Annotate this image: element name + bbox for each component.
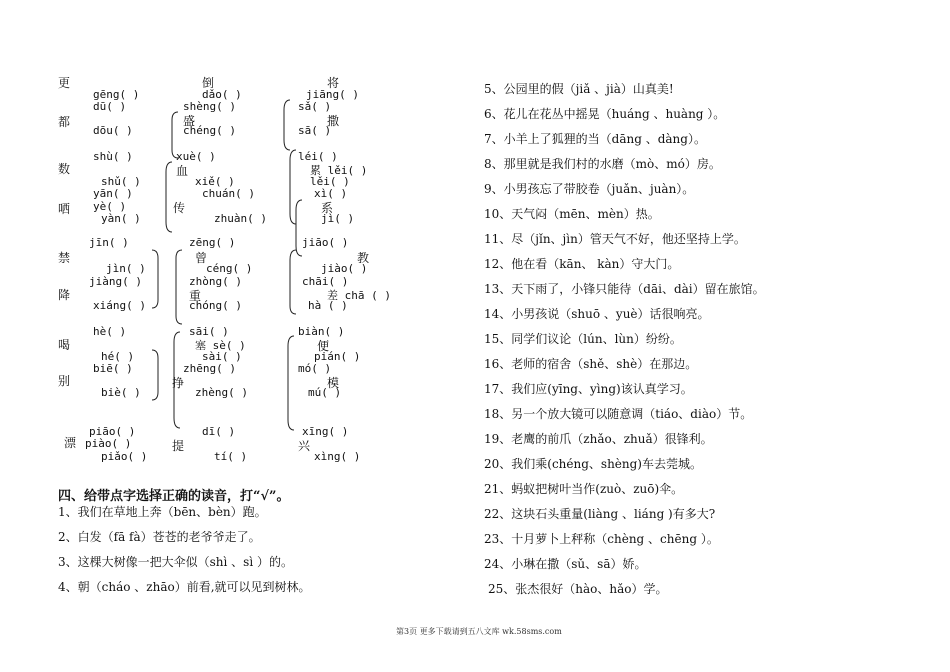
page-footer: 第3页 更多下载请到五八文库 wk.58sms.com [396, 627, 562, 636]
pinyin-option: xiáng( ) [93, 299, 146, 312]
section-title: 四、给带点字选择正确的读音，打“√”。 [58, 489, 290, 504]
pinyin-option: jì( ) [321, 212, 355, 225]
exercise-item: 21、蚂蚁把树叶当作(zuò、zuō)伞。 [484, 482, 684, 496]
polyphone-char: 提 [172, 439, 185, 453]
exercise-item: 3、这棵大树像一把大伞似（shì 、sì ）的。 [58, 555, 293, 569]
pinyin-option: 累 lěi( ) [310, 164, 368, 177]
polyphone-char: 曾 [195, 251, 208, 265]
pinyin-option: pián( ) [314, 350, 361, 363]
polyphone-char: 模 [327, 376, 340, 390]
row-label: 别 [58, 374, 71, 388]
exercise-item: 19、老鹰的前爪（zhǎo、zhuǎ）很锋利。 [484, 432, 713, 446]
pinyin-option: jìn( ) [106, 262, 146, 275]
polyphone-char: 重 [189, 289, 202, 303]
pinyin-option: sài( ) [202, 350, 242, 363]
pinyin-option: dǎo( ) [202, 88, 242, 101]
pinyin-option: léi( ) [298, 150, 338, 163]
pinyin-option: gēng( ) [93, 88, 140, 101]
exercise-item: 4、朝（cháo 、zhāo）前看,就可以见到树林。 [58, 580, 311, 594]
pinyin-option: dū( ) [93, 100, 127, 113]
pinyin-option: piāo( ) [89, 425, 136, 438]
brace-line [288, 336, 294, 430]
exercise-item: 7、小羊上了狐狸的当（dāng 、dàng）。 [484, 132, 706, 146]
brace-line [174, 332, 180, 428]
pinyin-option: 塞 sè( ) [195, 339, 246, 352]
pinyin-option: xīng( ) [302, 425, 349, 438]
row-label: 禁 [58, 251, 71, 265]
exercise-item: 16、老师的宿舍（shě、shè）在那边。 [484, 357, 698, 371]
exercise-item: 8、那里就是我们村的水磨（mò、mó）房。 [484, 157, 721, 171]
pinyin-option: piào( ) [85, 437, 132, 450]
pinyin-option: hà ( ) [308, 299, 348, 312]
exercise-item: 17、我们应(yīng、yìng)该认真学习。 [484, 382, 693, 396]
pinyin-option: chāi( ) [302, 275, 349, 288]
pinyin-option: yè( ) [93, 200, 127, 213]
polyphone-char: 倒 [202, 76, 215, 90]
brace-line [152, 350, 158, 400]
pinyin-option: mú( ) [308, 386, 342, 399]
exercise-item: 2、白发（fā fà）苍苍的老爷爷走了。 [58, 530, 261, 544]
pinyin-option: yān( ) [93, 187, 133, 200]
pinyin-option: sǎ( ) [298, 100, 332, 113]
exercise-item: 24、小琳在撒（sǔ、sā）娇。 [484, 557, 647, 571]
exercise-item: 1、我们在草地上奔（bēn、bèn）跑。 [58, 505, 267, 519]
pinyin-option: jiào( ) [321, 262, 368, 275]
pinyin-option: piǎo( ) [101, 450, 148, 463]
exercise-item: 12、他在看（kān、 kàn）守大门。 [484, 257, 680, 271]
pinyin-option: zhēng( ) [183, 362, 236, 375]
exercise-item: 22、这块石头重量(liàng 、liáng )有多大? [484, 507, 716, 521]
pinyin-option: sāi( ) [189, 325, 229, 338]
row-label: 数 [58, 162, 71, 176]
pinyin-option: xì( ) [314, 187, 348, 200]
brace-line [172, 112, 178, 158]
pinyin-option: biàn( ) [298, 325, 345, 338]
exercise-item: 23、十月萝卜上秤称（chèng 、chēng ）。 [484, 532, 719, 546]
pinyin-option: jiàng( ) [89, 275, 142, 288]
pinyin-option: biē( ) [93, 362, 133, 375]
brace-line [296, 200, 302, 256]
exercise-item: 25、张杰很好（hào、hǎo）学。 [488, 582, 668, 596]
polyphone-char: 传 [173, 201, 186, 215]
pinyin-option: shèng( ) [183, 100, 236, 113]
exercise-item: 9、小男孩忘了带胶卷（juǎn、juàn）。 [484, 182, 695, 196]
row-label: 更 [58, 76, 71, 90]
exercise-item: 14、小男孩说（shuō 、yuè）话很响亮。 [484, 307, 710, 321]
polyphone-char: 血 [176, 164, 189, 178]
exercise-item: 18、另一个放大镜可以随意调（tiáo、diào）节。 [484, 407, 753, 421]
pinyin-option: shǔ( ) [101, 175, 141, 188]
row-label: 都 [58, 115, 71, 129]
polyphone-char: 兴 [298, 439, 311, 453]
pinyin-option: zhuàn( ) [214, 212, 267, 225]
polyphone-char: 撒 [327, 114, 340, 128]
exercise-item: 20、我们乘(chéng、shèng)车去莞城。 [484, 457, 702, 471]
pinyin-option: tí( ) [214, 450, 248, 463]
row-label: 哂 [58, 202, 71, 216]
pinyin-option: jiāo( ) [302, 236, 349, 249]
pinyin-option: lěi( ) [310, 175, 350, 188]
pinyin-option: shù( ) [93, 150, 133, 163]
polyphone-char: 挣 [172, 376, 185, 390]
brace-line [152, 250, 158, 308]
exercise-item: 6、花儿在花丛中摇晃（huáng 、huàng ）。 [484, 107, 726, 121]
exercise-item: 10、天气闷（mēn、mèn）热。 [484, 207, 660, 221]
pinyin-option: zēng( ) [189, 236, 236, 249]
brace-line [176, 250, 182, 324]
exercise-item: 15、同学们议论（lún、lùn）纷纷。 [484, 332, 682, 346]
brace-line [166, 162, 172, 232]
pinyin-option: jīn( ) [89, 236, 129, 249]
exercise-item: 13、天下雨了，小锋只能待（dāi、dài）留在旅馆。 [484, 282, 765, 296]
pinyin-option: zhèng( ) [195, 386, 248, 399]
pinyin-option: zhòng( ) [189, 275, 242, 288]
polyphone-char: 教 [357, 251, 370, 265]
pinyin-option: chóng( ) [189, 299, 242, 312]
brace-line [290, 150, 296, 224]
pinyin-option: mó( ) [298, 362, 332, 375]
pinyin-option: chuán( ) [202, 187, 255, 200]
row-label: 降 [58, 288, 71, 302]
brace-line [290, 250, 296, 314]
polyphone-char: 便 [317, 339, 330, 353]
pinyin-option: chéng( ) [183, 124, 236, 137]
exercise-item: 5、公园里的假（jiǎ 、jià）山真美! [484, 82, 674, 96]
pinyin-option: 差 chā ( ) [327, 289, 391, 302]
polyphone-char: 盛 [183, 114, 196, 128]
pinyin-option: xìng( ) [314, 450, 361, 463]
pinyin-option: sā( ) [298, 124, 332, 137]
pinyin-option: biè( ) [101, 386, 141, 399]
brace-line [284, 100, 290, 150]
pinyin-option: xuè( ) [176, 150, 216, 163]
exercise-item: 11、尽（jǐn、jìn）管天气不好，他还坚持上学。 [484, 232, 746, 246]
pinyin-option: dōu( ) [93, 124, 133, 137]
row-label: 喝 [58, 338, 71, 352]
pinyin-option: xiě( ) [195, 175, 235, 188]
polyphone-char: 将 [327, 76, 340, 90]
pinyin-option: dī( ) [202, 425, 236, 438]
pinyin-option: yàn( ) [101, 212, 141, 225]
pinyin-option: hé( ) [101, 350, 135, 363]
pinyin-option: jiāng( ) [306, 88, 359, 101]
pinyin-option: céng( ) [206, 262, 253, 275]
row-label: 漂 [64, 436, 77, 450]
polyphone-char: 系 [321, 201, 334, 215]
pinyin-option: hè( ) [93, 325, 127, 338]
